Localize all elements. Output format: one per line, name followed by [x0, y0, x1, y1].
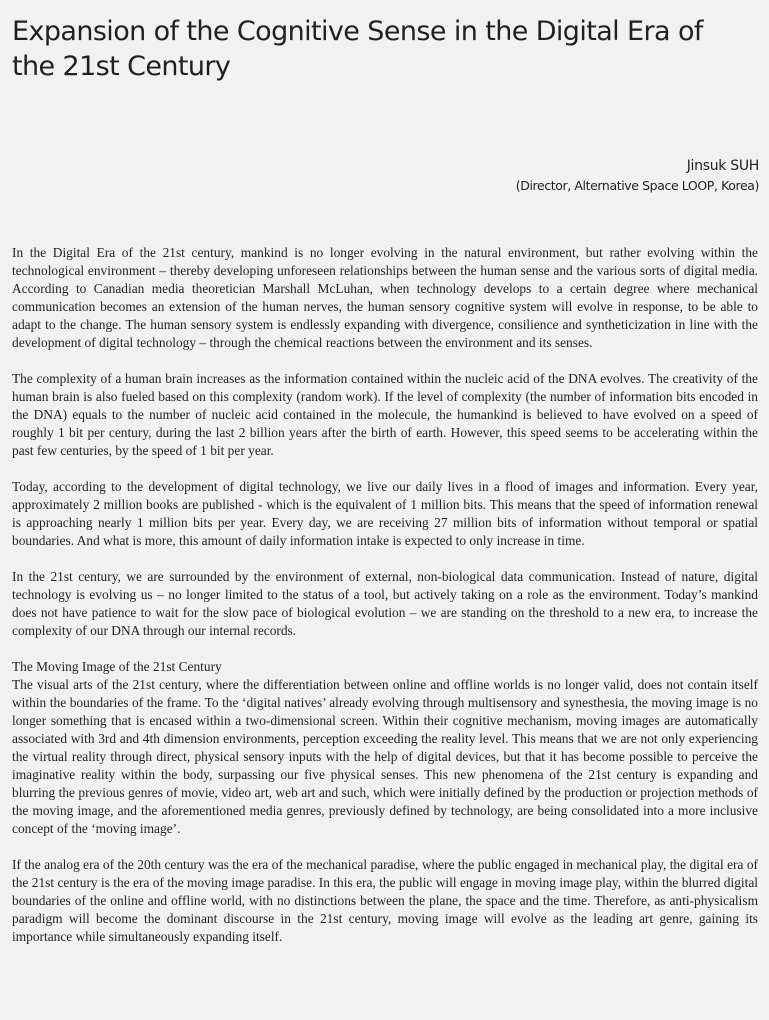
section-heading: The Moving Image of the 21st Century: [12, 659, 222, 674]
author-affiliation: (Director, Alternative Space LOOP, Korea): [515, 178, 759, 193]
paragraph: In the Digital Era of the 21st century, mankind is no longer evolving in the natural environment, but rather evolving within the technological environment – thereby developing unforeseen relationships between the human sense and the various sorts of digital media. According to Canadian media theoretician Marshall McLuhan, when technology develops to a certain degree where mechanical communication becomes an extension of the human nerves, the human sensory cognitive system will evolve in response, to be able to adapt to the change. The human sensory system is endlessly expanding with divergence, consilience and syntheticization in line with the development of digital technology – through the chemical reactions between the environment and its senses.: [12, 245, 758, 350]
paragraph: The visual arts of the 21st century, where the differentiation between online and offline worlds is no longer valid, does not contain itself within the boundaries of the frame. To the ‘digital natives’ already evolving through multisensory and synesthesia, the moving image is no longer something that is encased within a two-dimensional screen. Within their cognitive mechanism, moving images are automatically associated with 3rd and 4th dimension environments, perception exceeding the reality level. This means that we are not only experiencing the virtual reality through direct, physical sensory inputs with the help of digital devices, but that it has become possible to perceive the imaginative reality within the body, surpassing our five physical senses. This new phenomena of the 21st century is expanding and blurring the previous genres of movie, video art, web art and such, which were initially defined by the production or projection methods of the moving image, and the aforementioned media genres, previously defined by technology, are being consolidated into a more inclusive concept of the ‘moving image’.: [12, 677, 758, 836]
paragraph: Today, according to the development of digital technology, we live our daily lives in a flood of images and information. Every year, approximately 2 million books are published - which is the equivalent of 1 million bits. This means that the speed of information renewal is approaching nearly 1 million bits per year. Every day, we are receiving 27 million bits of information without temporal or spatial boundaries. And what is more, this amount of daily information intake is expected to only increase in time.: [12, 479, 758, 548]
page-title: Expansion of the Cognitive Sense in the Digital Era of the 21st Century: [12, 16, 703, 82]
author-block: [516, 156, 759, 196]
article-body: [12, 244, 758, 964]
author-name: Jinsuk SUH: [686, 158, 759, 174]
paragraph: In the 21st century, we are surrounded by the environment of external, non-biological data communication. Instead of nature, digital technology is evolving us – no longer limited to the status of a tool, but actively taking on a role as the environment. Today’s mankind does not have patience to wait for the slow pace of biological evolution – we are standing on the threshold to a new era, to increase the complexity of our DNA through our internal records.: [12, 569, 758, 638]
paragraph: If the analog era of the 20th century was the era of the mechanical paradise, where the public engaged in mechanical play, the digital era of the 21st century is the era of the moving image paradise. In this era, the public will engage in moving image play, within the blurred digital boundaries of the online and offline world, with no distinctions between the plane, the space and the time. Therefore, as anti-physicalism paradigm will become the dominant discourse in the 21st century, moving image will evolve as the leading art genre, gaining its importance while simultaneously expanding itself.: [12, 857, 758, 944]
paragraph: The complexity of a human brain increases as the information contained within the nucleic acid of the DNA evolves. The creativity of the human brain is also fueled based on this complexity (random work). If the level of complexity (the number of information bits encoded in the DNA) equals to the number of nucleic acid contained in the molecule, the humankind is believed to have evolved on a speed of roughly 1 bit per century, during the last 2 billion years after the birth of earth. However, this speed seems to be accelerating within the past few centuries, by the speed of 1 bit per year.: [12, 371, 758, 458]
section-moving-image: [12, 658, 758, 946]
